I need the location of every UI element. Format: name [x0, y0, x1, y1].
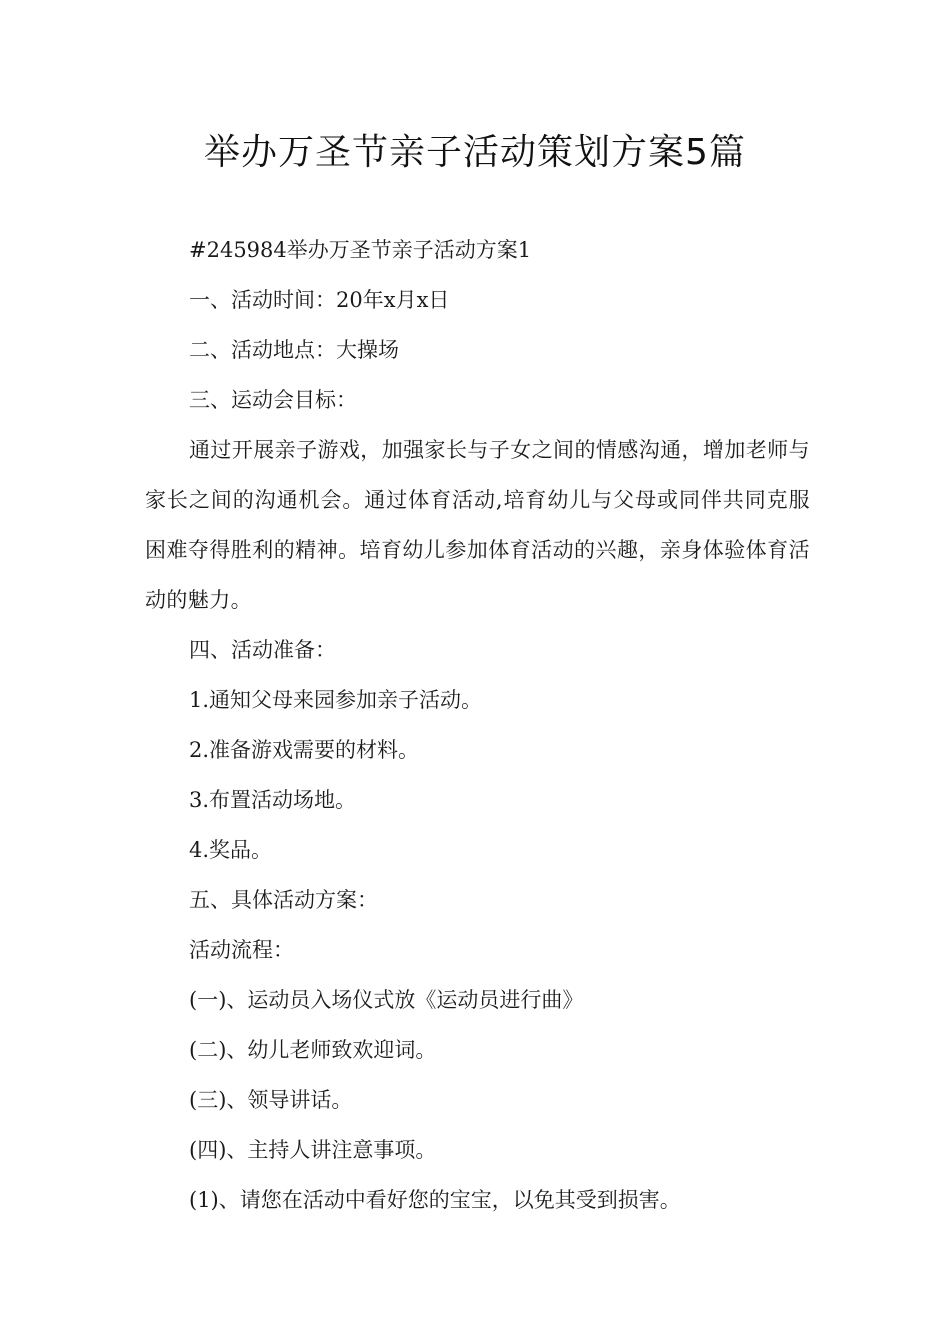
preparation-item-3: 3.布置活动场地。 [189, 788, 357, 812]
plan-details-heading: 五、具体活动方案： [189, 888, 378, 912]
activity-process-heading: 活动流程： [189, 938, 294, 962]
process-step-4: (四)、主持人讲注意事项。 [189, 1138, 437, 1162]
document-title: 举办万圣节亲子活动策划方案5篇 [204, 132, 746, 173]
preparation-item-2: 2.准备游戏需要的材料。 [189, 738, 420, 762]
notice-item-1: (1)、请您在活动中看好您的宝宝，以免其受到损害。 [189, 1188, 681, 1212]
process-step-1: (一)、运动员入场仪式放《运动员进行曲》 [189, 988, 584, 1012]
goal-paragraph: 通过开展亲子游戏，加强家长与子女之间的情感沟通，增加老师与家长之间的沟通机会。通过体育活动,培育幼儿与父母或同伴共同克服困难夺得胜利的精神。培育幼儿参加体育活动的兴趣，亲身体验体育活动的魅力。 [145, 438, 810, 612]
preparation-item-4: 4.奖品。 [189, 838, 273, 862]
document-body [145, 225, 810, 1225]
process-step-2: (二)、幼儿老师致欢迎词。 [189, 1038, 437, 1062]
preparation-heading: 四、活动准备： [189, 638, 336, 662]
section-heading-plan-1: #245984举办万圣节亲子活动方案1 [189, 238, 532, 262]
process-step-3: (三)、领导讲话。 [189, 1088, 353, 1112]
sports-meet-goal-heading: 三、运动会目标： [189, 388, 357, 412]
preparation-item-1: 1.通知父母来园参加亲子活动。 [189, 688, 483, 712]
activity-location: 二、活动地点：大操场 [189, 338, 399, 362]
activity-time: 一、活动时间：20年x月x日 [189, 288, 450, 312]
